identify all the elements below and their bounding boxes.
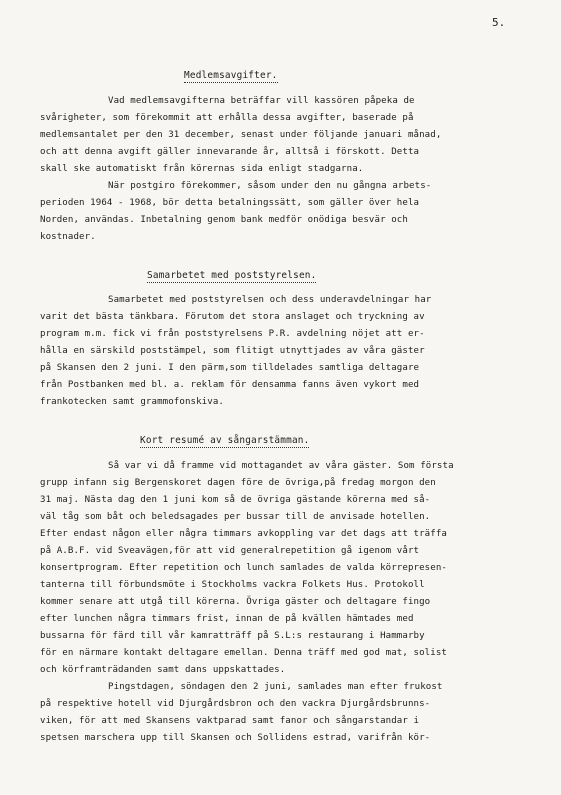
text-line: bussarna för färd till vår kamratträff på S.L:s restaurang i Hammarby bbox=[40, 631, 425, 641]
section-heading-cooperation: Samarbetet med poststyrelsen. bbox=[147, 270, 317, 281]
text-line: Vad medlemsavgifterna beträffar vill kassören påpeka de bbox=[108, 96, 415, 106]
text-line: spetsen marschera upp till Skansen och Sollidens estrad, varifrån kör- bbox=[40, 733, 431, 743]
text-line: och att denna avgift gäller innevarande år, alltså i förskott. Detta bbox=[40, 147, 420, 157]
text-line: medlemsantalet per den 31 december, senast under följande januari månad, bbox=[40, 130, 442, 140]
text-line: svårigheter, som förekommit att erhålla dessa avgifter, baserade på bbox=[40, 113, 414, 123]
text-line: skall ske automatiskt från körernas sida enligt stadgarna. bbox=[40, 164, 364, 174]
text-line: viken, för att med Skansens vaktparad samt fanor och sångarstandar i bbox=[40, 716, 420, 726]
text-line: program m.m. fick vi från poststyrelsens P.R. avdelning nöjet att er- bbox=[40, 329, 425, 339]
text-line: på Skansen den 2 juni. I den pärm,som tilldelades samtliga deltagare bbox=[40, 363, 420, 373]
section-heading-membership-fees: Medlemsavgifter. bbox=[184, 70, 278, 81]
text-line: varit det bästa tänkbara. Förutom det stora anslaget och tryckning av bbox=[40, 312, 425, 322]
text-line: för en närmare kontakt deltagare emellan. Denna träff med god mat, solist bbox=[40, 648, 447, 658]
text-line: på A.B.F. vid Sveavägen,för att vid generalrepetition gå igenom vårt bbox=[40, 546, 420, 556]
text-line: Samarbetet med poststyrelsen och dess underavdelningar har bbox=[108, 295, 432, 305]
text-line: Efter endast någon eller några timmars avkoppling var det dags att träffa bbox=[40, 529, 447, 539]
text-line: tanterna till förbundsmöte i Stockholms vackra Folkets Hus. Protokoll bbox=[40, 580, 425, 590]
text-line: grupp infann sig Bergenskoret dagen före de övriga,på fredag morgon den bbox=[40, 478, 436, 488]
text-line: och körframträdanden samt dans uppskattades. bbox=[40, 665, 286, 675]
text-line: på respektive hotell vid Djurgårdsbron och den vackra Djurgårdsbrunns- bbox=[40, 699, 431, 709]
text-line: perioden 1964 - 1968, bör detta betalningssätt, som gäller över hela bbox=[40, 198, 420, 208]
text-line: konsertprogram. Efter repetition och lunch samlades de valda körrepresen- bbox=[40, 563, 447, 573]
text-line: från Postbanken med bl. a. reklam för densamma fanns även vykort med bbox=[40, 380, 420, 390]
text-line: hålla en särskild poststämpel, som flitigt utnyttjades av våra gäster bbox=[40, 346, 425, 356]
page-number: 5. bbox=[492, 16, 506, 29]
text-line: väl tåg som båt och beledsagades per bussar till de anvisade hotellen. bbox=[40, 512, 431, 522]
text-line: Norden, användas. Inbetalning genom bank medför onödiga besvär och bbox=[40, 215, 408, 225]
text-line: Pingstdagen, söndagen den 2 juni, samlades man efter frukost bbox=[108, 682, 443, 692]
text-line: kommer senare att utgå till körerna. Övriga gäster och deltagare fingo bbox=[40, 597, 431, 607]
text-line: frankotecken samt grammofonskiva. bbox=[40, 397, 224, 407]
text-line: 31 maj. Nästa dag den 1 juni kom så de övriga gästande körerna med så- bbox=[40, 495, 431, 505]
text-line: När postgiro förekommer, såsom under den nu gångna arbets- bbox=[108, 181, 432, 191]
section-heading-summary: Kort resumé av sångarstämman. bbox=[140, 435, 310, 446]
text-line: kostnader. bbox=[40, 232, 96, 242]
text-line: efter lunchen några timmars frist, innan de på kvällen hämtades med bbox=[40, 614, 414, 624]
text-line: Så var vi då framme vid mottagandet av våra gäster. Som första bbox=[108, 461, 454, 471]
